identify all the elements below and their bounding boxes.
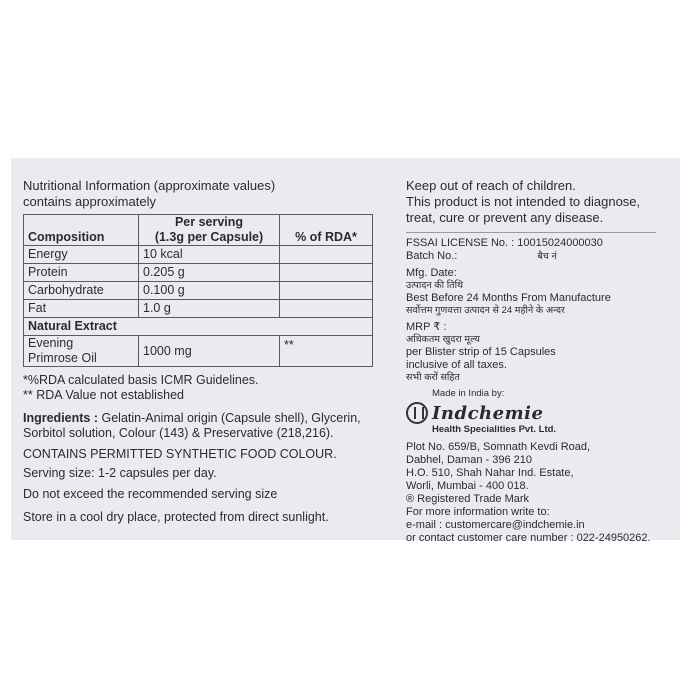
row-rda: ** (280, 336, 373, 367)
brand-name: Indchemie (432, 402, 544, 424)
divider (406, 232, 656, 233)
extract-name-line1: Evening (28, 336, 74, 350)
rda-footnote: *%RDA calculated basis ICMR Guidelines. (23, 373, 259, 387)
header-composition: Composition (24, 215, 139, 246)
mfg-date: Mfg. Date: (406, 267, 457, 279)
table-row (24, 264, 373, 282)
row-name: Carbohydrate (24, 282, 139, 300)
email: e-mail : customercare@indchemie.in (406, 519, 585, 531)
left-column (23, 178, 403, 525)
extract-name-line2: Primrose Oil (28, 351, 97, 365)
ingredients-line1 (23, 411, 403, 426)
warning-not-intended: This product is not intended to diagnose, (406, 194, 641, 209)
more-info: For more information write to: (406, 506, 550, 518)
dose-warning: Do not exceed the recommended serving size (23, 487, 278, 501)
row-rda (280, 246, 373, 264)
row-rda (280, 282, 373, 300)
nutrition-title: Nutritional Information (approximate values) (23, 178, 276, 193)
address-line1: Plot No. 659/B, Somnath Kevdi Road, (406, 441, 591, 453)
colour-notice: CONTAINS PERMITTED SYNTHETIC FOOD COLOUR. (23, 447, 337, 461)
batch-label: Batch No.: (406, 250, 458, 262)
header-per-serving-line2: (1.3g per Capsule) (154, 230, 264, 244)
table-row (24, 282, 373, 300)
manufacturer-logo (406, 402, 678, 424)
section-natural-extract: Natural Extract (24, 318, 373, 336)
customer-care: or contact customer care number : 022-24950262. (406, 532, 651, 544)
made-in-india: Made in India by: (432, 388, 505, 399)
table-row (24, 246, 373, 264)
warning-children: Keep out of reach of children. (406, 178, 576, 193)
table-row (24, 336, 373, 367)
row-name: Protein (24, 264, 139, 282)
taxes: inclusive of all taxes. (406, 359, 507, 371)
rda-not-established-footnote: ** RDA Value not established (23, 388, 184, 402)
best-before-hindi: सर्वोत्तम गुणवत्ता उत्पादन से 24 महीने के अन्दर (406, 305, 565, 316)
row-rda (280, 264, 373, 282)
mrp-hindi: अधिकतम खुदरा मूल्य (406, 334, 480, 345)
taxes-hindi: सभी करों सहित (406, 372, 460, 383)
best-before: Best Before 24 Months From Manufacture (406, 292, 611, 304)
row-value: 0.100 g (139, 282, 280, 300)
ingredients-text1: Gelatin-Animal origin (Capsule shell), Glycerin, (98, 411, 361, 425)
indchemie-logo-icon (406, 402, 428, 424)
mfg-date-hindi: उत्पादन की तिथि (406, 280, 464, 291)
row-name: Fat (24, 300, 139, 318)
address-line3: H.O. 510, Shah Nahar Ind. Estate, (406, 467, 574, 479)
table-header-row (24, 215, 373, 246)
row-value: 1.0 g (139, 300, 280, 318)
warning-disease: treat, cure or prevent any disease. (406, 210, 604, 225)
trademark: ® Registered Trade Mark (406, 493, 530, 505)
batch-label-hindi: बैच नं (537, 251, 557, 262)
per-strip: per Blister strip of 15 Capsules (406, 346, 556, 358)
row-value: 1000 mg (139, 336, 280, 367)
ingredients-line2: Sorbitol solution, Colour (143) & Preservative (218,216). (23, 426, 334, 440)
right-column (406, 178, 678, 545)
nutrition-subtitle: contains approximately (23, 194, 156, 209)
nutrition-table (23, 214, 373, 367)
row-value: 10 kcal (139, 246, 280, 264)
batch-number (406, 250, 678, 263)
address-line4: Worli, Mumbai - 400 018. (406, 480, 529, 492)
header-per-serving (139, 215, 280, 246)
fssai-license: FSSAI LICENSE No. : 10015024000030 (406, 237, 603, 249)
row-value: 0.205 g (139, 264, 280, 282)
table-row (24, 300, 373, 318)
serving-size: Serving size: 1-2 capsules per day. (23, 466, 217, 480)
header-per-serving-line1: Per serving (174, 215, 244, 229)
product-label-panel (11, 158, 680, 544)
row-name: Energy (24, 246, 139, 264)
ingredients-label: Ingredients : (23, 411, 99, 425)
address-line2: Dabhel, Daman - 396 210 (406, 454, 532, 466)
mrp: MRP ₹ : (406, 321, 447, 333)
storage-instructions: Store in a cool dry place, protected from direct sunlight. (23, 510, 329, 524)
row-rda (280, 300, 373, 318)
table-section-row (24, 318, 373, 336)
company-name: Health Specialities Pvt. Ltd. (432, 424, 557, 435)
row-name (24, 336, 139, 367)
header-rda: % of RDA* (280, 215, 373, 246)
